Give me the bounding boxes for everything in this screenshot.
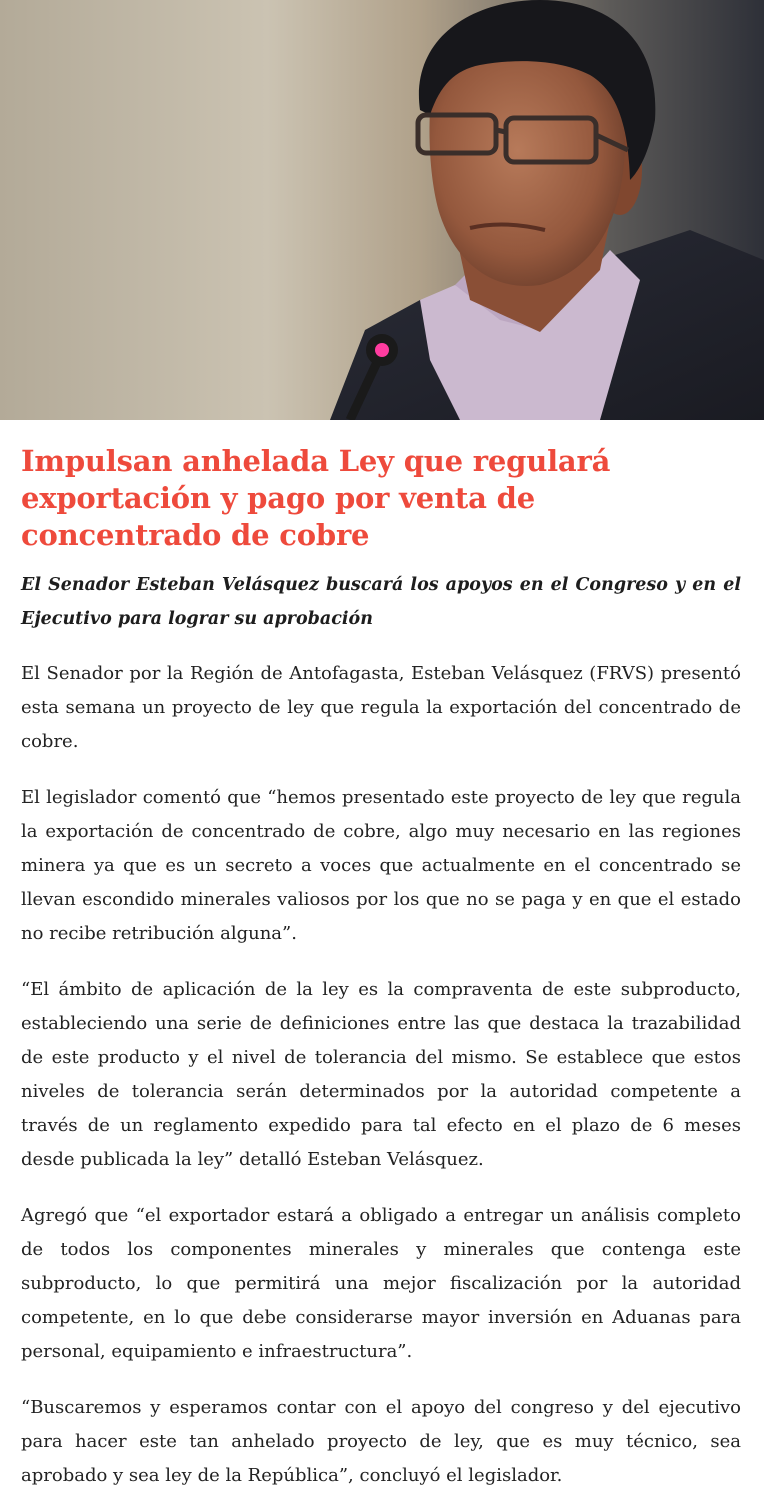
senator-photo-icon	[0, 0, 764, 420]
article-hero-image	[0, 0, 764, 420]
article-paragraph-1: El Senador por la Región de Antofagasta, Esteban Velásquez (FRVS) presentó esta semana un proyecto de ley que regula la exportación del concentrado de cobre.	[21, 663, 741, 752]
article	[21, 420, 741, 1493]
article-paragraph-2: El legislador comentó que “hemos presentado este proyecto de ley que regula la exportación de concentrado de cobre, algo muy necesario en las regiones minera ya que es un secreto a voces que actualmente en el concentrado se llevan escondido minerales valiosos por los que no se paga y en que el estado no recibe retribución alguna”.	[21, 787, 741, 944]
article-paragraph-5: “Buscaremos y esperamos contar con el apoyo del congreso y del ejecutivo para hacer este tan anhelado proyecto de ley, que es muy técnico, sea aprobado y sea ley de la República”, concluyó el legislador.	[21, 1397, 741, 1486]
article-paragraph-3: “El ámbito de aplicación de la ley es la compraventa de este subproducto, estableciendo una serie de definiciones entre las que destaca la trazabilidad de este producto y el nivel de tolerancia del mismo. Se establece que estos niveles de tolerancia serán determinados por la autoridad competente a través de un reglamento expedido para tal efecto en el plazo de 6 meses desde publicada la ley” detalló Esteban Velásquez.	[21, 979, 741, 1170]
article-lead: El Senador Esteban Velásquez buscará los apoyos en el Congreso y en el Ejecutivo para lograr su aprobación	[21, 575, 741, 629]
article-paragraph-4: Agregó que “el exportador estará a obligado a entregar un análisis completo de todos los componentes minerales y minerales que contenga este subproducto, lo que permitirá una mejor fiscalización por la autoridad competente, en lo que debe considerarse mayor inversión en Aduanas para personal, equipamiento e infraestructura”.	[21, 1205, 741, 1362]
article-title: Impulsan anhelada Ley que regulará exportación y pago por venta de concentrado de cobre	[21, 444, 611, 552]
